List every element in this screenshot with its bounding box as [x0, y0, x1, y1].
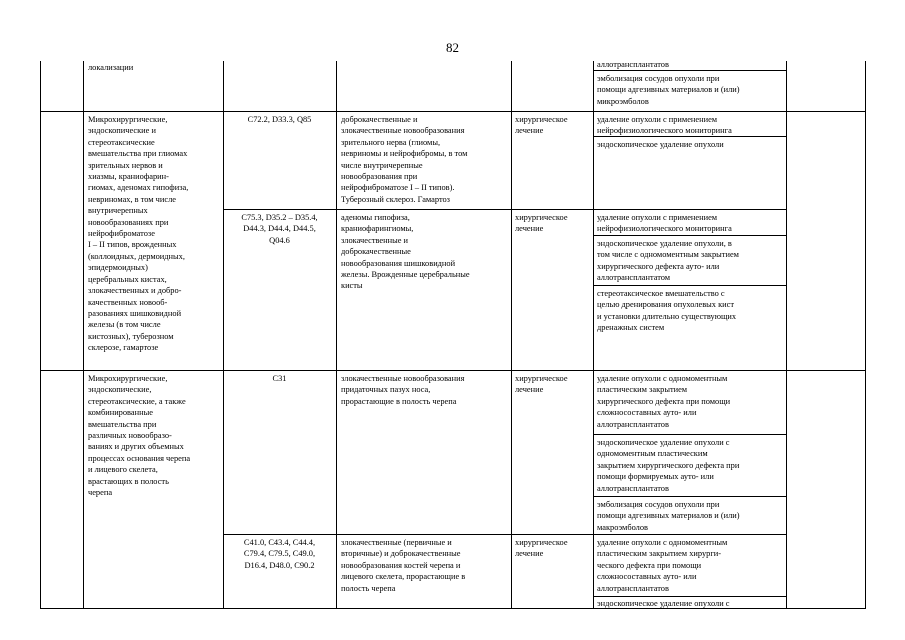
- method-cell: удаление опухоли с применением нейрофизиологического мониторинга: [597, 115, 732, 136]
- method-cell: эндоскопическое удаление опухоли с одномоментным пластическим закрытием хирургического дефекта при помощи формируемых ауто- или аллотрансплантатов: [597, 438, 740, 493]
- method-cell: удаление опухоли с одномоментным пластическим закрытием хирургического дефекта при помощи сложносоставных ауто- или аллотрансплантатов: [597, 374, 731, 429]
- method-cell: аллотрансплантатов: [597, 60, 669, 69]
- table-border-left: [40, 61, 41, 609]
- column-separator: [83, 61, 84, 609]
- row-separator: [223, 209, 786, 210]
- column-separator: [511, 61, 512, 609]
- method-cell: эмболизация сосудов опухоли при помощи адгезивных материалов и (или) макроэмболов: [597, 500, 740, 532]
- method-cell: стереотаксическое вмешательство с целью дренирования опухолевых кист и установки длительно существующих дренажных систем: [597, 289, 737, 333]
- row-separator: [593, 434, 786, 435]
- method-cell: эндоскопическое удаление опухоли с: [597, 599, 730, 608]
- row-separator: [40, 111, 866, 112]
- codes-cell: C75.3, D35.2 – D35.4, D44.3, D44.4, D44.5, Q04.6: [241, 213, 318, 245]
- codes-cell: C31: [272, 374, 287, 383]
- section-cell: Микрохирургические, эндоскопические, стереотаксические, а также комбинированные вмешательства при различных новообразо- ваниях и других объемных процессах основания черепа и лицевого скелета, врастающих в полость черепа: [88, 374, 191, 498]
- column-separator: [593, 61, 594, 609]
- section-cell: локализации: [88, 63, 134, 72]
- row-separator: [223, 534, 786, 535]
- method-cell: эмболизация сосудов опухоли при помощи адгезивных материалов и (или) микроэмболов: [597, 74, 740, 106]
- method-cell: эндоскопическое удаление опухоли, в том числе с одномоментным закрытием хирургического дефекта ауто- или аллотрансплантатом: [597, 239, 739, 283]
- table-border-right: [865, 61, 866, 609]
- patient-model-cell: злокачественные новообразования придаточных пазух носа, прорастающие в полость черепа: [341, 374, 465, 406]
- treatment-type-cell: хирургическое лечение: [515, 115, 568, 136]
- patient-model-cell: аденомы гипофиза, краниофарингиомы, злокачественные и доброкачественные новообразования шишковидной железы. Врожденные церебральные кисты: [341, 213, 470, 291]
- treatment-type-cell: хирургическое лечение: [515, 213, 568, 234]
- row-separator: [40, 370, 866, 371]
- column-separator: [223, 61, 224, 609]
- codes-cell: C41.0, C43.4, C44.4, C79.4, C79.5, C49.0, D16.4, D48.0, C90.2: [243, 538, 316, 570]
- column-separator: [336, 61, 337, 609]
- medical-care-table: [40, 61, 866, 609]
- patient-model-cell: доброкачественные и злокачественные новообразования зрительного нерва (глиомы, невриномы и нейрофибромы, в том числе внутричерепные новообразования при нейрофиброматозе I – II типов). Туберозный склероз. Гамартоз: [341, 115, 468, 204]
- method-cell: удаление опухоли с применением нейрофизиологического мониторинга: [597, 213, 732, 234]
- method-cell: эндоскопическое удаление опухоли: [597, 140, 724, 149]
- row-separator: [593, 596, 786, 597]
- row-separator: [593, 285, 786, 286]
- treatment-type-cell: хирургическое лечение: [515, 538, 568, 559]
- treatment-type-cell: хирургическое лечение: [515, 374, 568, 395]
- row-separator: [593, 496, 786, 497]
- section-cell: Микрохирургические, эндоскопические и стереотаксические вмешательства при глиомах зрительных нервов и хиазмы, краниофарин- гиомах, аденомах гипофиза, невриномах, в том числе внутричерепных новообразованиях при нейрофиброматозе I – II типов, врожденных (коллоидных, дермоидных, эпидермоидных) церебральных кистах, злокачественных и добро- качественных новооб- разованиях шишковидной железы (в том числе кистозных), туберозном склерозе, гамартозе: [88, 115, 189, 353]
- method-cell: удаление опухоли с одномоментным пластическим закрытием хирурги- ческого дефекта при помощи сложносоставных ауто- или аллотрансплантатов: [597, 538, 728, 593]
- patient-model-cell: злокачественные (первичные и вторичные) и доброкачественные новообразования костей черепа и лицевого скелета, прорастающие в полость черепа: [341, 538, 466, 593]
- row-separator: [593, 235, 786, 236]
- page-number: 82: [446, 40, 459, 55]
- codes-cell: C72.2, D33.3, Q85: [247, 115, 312, 124]
- column-separator: [786, 61, 787, 609]
